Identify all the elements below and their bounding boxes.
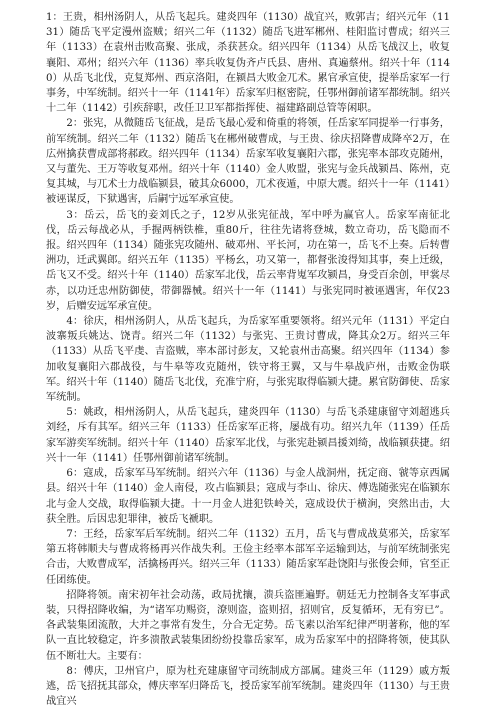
paragraph-yue-yun: 3：岳云，岳飞的妾刘氏之子，12岁从张宪征战，军中呼为赢官人。岳家军南征北伐，岳云每战必从，手握两柄铁椎，重80斤，往往先诸将登城，数立奇功，岳飞隐而不报。绍兴四年（1134）随张宪攻随州、破邓州、平长河，功在第一，岳飞不上奏。后转曹洲功，迁武翼郎。绍兴五年（1135）平杨幺，功又第一，都督张浚得知其事，奏上迁级，岳飞又不受。绍兴十年（1140）岳家军北伐，岳云率背嵬军攻颍昌，身受百余创，甲裳尽赤，以功迁忠州防御使，带御器械。绍兴十一年（1141）与张宪同时被诬遇害，年仅23岁，后赠安远军承宣使。 <box>46 209 450 312</box>
paragraph-xu-qing: 4：徐庆，相州汤阴人，从岳飞起兵，为岳家军重要领将。绍兴元年（1131）平定白波寨叛兵姚达、饶青。绍兴二年（1132）与张宪、王贵讨曹成，降其众2万。绍兴三年（1133）从岳飞平虔、吉盗贼，率本部讨彭友，又轮袁州击高聚。绍兴四年（1134）参加收复襄阳六郡战役，与牛皋等攻克随州，铁守将王翼，又与牛皋战庐州，击败金伪联军。绍兴十年（1140）随岳飞北伐，充准宁府，与张宪取得临颍大捷。累官防御使、岳家军统制。 <box>46 316 450 404</box>
paragraph-surrendered-generals: 招降将领。南宋初年社会动荡，政局扰攘，溃兵盗匪遍野。朝廷无力控制各支军事武装，只得招降收编，为“诸军功赐资，潦则盗，盗则招，招则官，反复循环，无有穷已”。各武装集团流散，大并之事常有发生，分合无定势。岳飞素以治军纪律严明著称，他的军队一直比较稳定，许多溃散武装集团纷纷投靠岳家军，成为岳家军中的招降将领，使其队伍不断壮大。主要有： <box>46 589 450 662</box>
paragraph-fu-qing: 8：傅庆，卫州官户，原为杜充建康留守司统制成方部属。建炎三年（1129）戚方叛逃，岳飞招抚其部众，傅庆率军归降岳飞，授岳家军前军统制。建炎四年（1130）与王贵战宜兴 <box>46 665 450 708</box>
paragraph-yao-zheng: 5：姚政，相州汤阴人，从岳飞起兵，建炎四年（1130）与岳飞杀建康留守刘超逃兵刘经，斥有其军。绍兴三年（1133）任岳家军正将，屡战有功。绍兴九年（1139）任岳家军游奕军统制。绍兴十年（1140）岳家军北伐，与张宪赴颍昌援刘绮，战临颍获捷。绍兴十一年（1141）任鄂州御前诸军统制。 <box>46 407 450 464</box>
paragraph-wang-jing: 7：王经，岳家军后军统制。绍兴二年（1132）五月，岳飞与曹成战莫邪关，岳家军第五将韩顺夫与曹成将杨再兴作战失利。王俭主经率本部军辛运输到达，与前军统制张宪合击，大败曹成军，活擒杨再兴。绍兴三年（1133）随岳家军赴饶阳与张俊会师，官至正任团练使。 <box>46 528 450 586</box>
paragraph-kou-cheng: 6：寇成，岳家军马军统制。绍兴六年（1136）与金人战洞州，抚定商、虢等京西属县。绍兴十年（1140）金人南侵，攻占临颍县；寇成与李山、徐庆、傅选随张宪在临颍东北与金人交战，取得临颍大捷。十一月金人进犯铁岭关，寇成设伏于横涧，突然出击，大获全胜。后因忠犯罪律，被岳飞褫职。 <box>46 468 450 525</box>
paragraph-zhang-xian: 2：张宪，从微随岳飞征战，是岳飞最心爱和倚重的将领，任岳家军同提举一行事务，前军统制。绍兴二年（1132）随岳飞在郴州破曹成，与王贵、徐庆招降曹成降卒2万，在広州擒获曹成部将郝政。绍兴四年（1134）岳家军收复襄阳六郡，张宪率本部攻克随州，又与董先、王万等收复邓州。绍兴十年（1140）金人败盟，张宪与金兵战颍昌、陈州，克复其城，与兀术士力战临颍县，破其众6000，兀术夜遁，中原大震。绍兴十一年（1141）被诬谋反，下狱遇害，后嗣宁远军承宣使。 <box>46 118 450 206</box>
paragraph-wang-gui: 1：王贵，相州汤阴人，从岳飞起兵。建炎四年（1130）战宜兴，败郭吉；绍兴元年（1131）随岳飞平定漫州盗贼；绍兴二年（1132）随岳飞进军郴州、桂阳监讨曹成；绍兴三年（1133）在袁州击败高聚、张成，杀获甚众。绍兴四年（1134）从岳飞战汉上，收复襄阳、邓州；绍兴六年（1136）率兵收复伪齐卢氏县、唐州、真遍蔡州。绍兴十年（1140）从岳飞北伐，克复郑州、西京洛阳，在颍昌大败金兀术。累官承宣使，提举岳家军一行事务，中军统制。绍兴十一年（1141年）岳家军归枢密院，任鄂州御前诸军都统制。绍兴十二年（1142）引疾辞职，改任卫卫军都指挥使、福建路副总管等闲职。 <box>46 12 450 115</box>
